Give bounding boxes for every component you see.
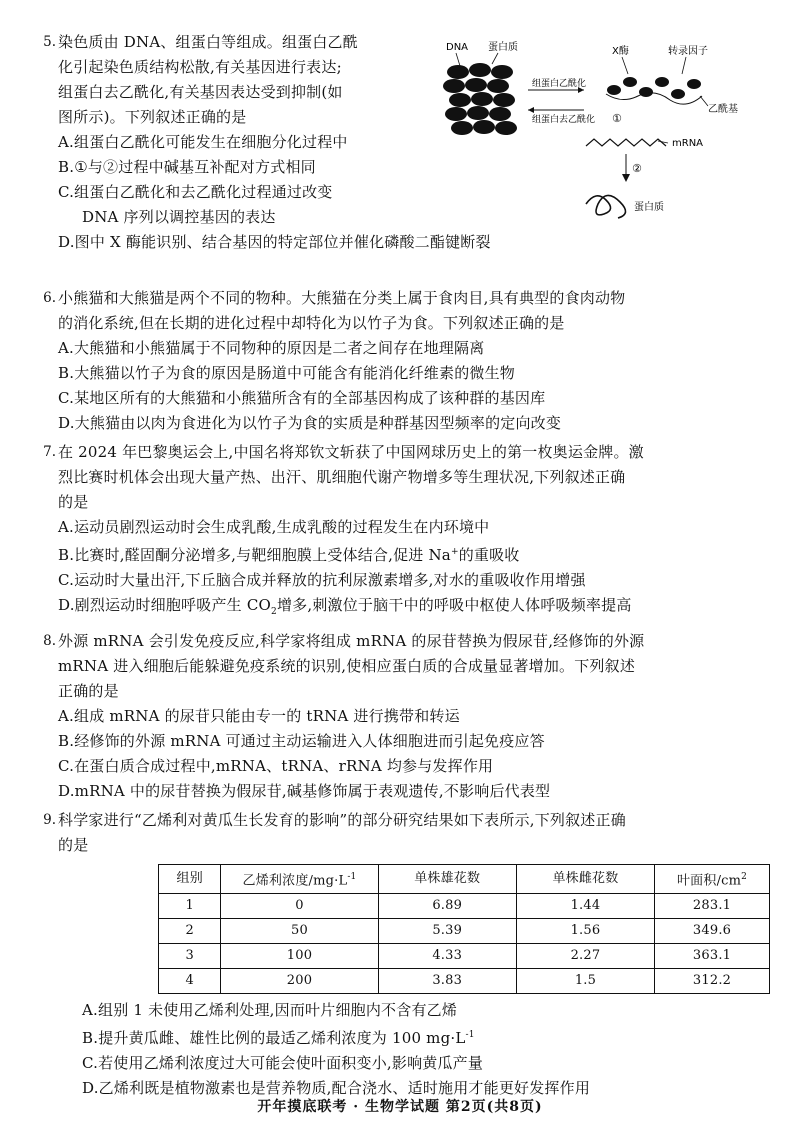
cell-leaf-area: 363.1: [655, 944, 770, 969]
question-9-number: 9.: [43, 812, 56, 828]
question-9-stem-line-2: 的是: [58, 836, 89, 854]
question-5-option-c-cont: DNA 序列以调控基因的表达: [82, 208, 276, 226]
label-protein: 蛋白质: [488, 42, 518, 53]
label-transcription-factor: 转录因子: [668, 46, 708, 57]
question-5-stem-line-2: 化引起染色质结构松散,有关基因进行表达;: [58, 58, 342, 76]
page-footer: 开年摸底联考 · 生物学试题 第2页(共8页): [257, 1099, 543, 1115]
cell-leaf-area: 349.6: [655, 919, 770, 944]
question-7-option-a: A.运动员剧烈运动时会生成乳酸,生成乳酸的过程发生在内环境中: [58, 518, 490, 536]
cell-concentration: 0: [221, 894, 378, 919]
question-5-option-c: C.组蛋白乙酰化和去乙酰化过程通过改变: [58, 183, 333, 201]
nucleosome-loose: [607, 77, 701, 99]
question-8-stem-line-1: 外源 mRNA 会引发免疫反应,科学家将组成 mRNA 的尿苷替换为假尿苷,经修饰的外源: [58, 632, 645, 650]
question-6-stem-line-2: 的消化系统,但在长期的进化过程中却特化为以竹子为食。下列叙述正确的是: [58, 314, 565, 332]
question-7: [34, 440, 770, 625]
cell-group: 3: [159, 944, 221, 969]
question-7-body: [58, 440, 770, 625]
nucleosome-cluster-condensed: [443, 63, 517, 135]
question-8: [34, 629, 770, 804]
question-5-option-a: A.组蛋白乙酰化可能发生在细胞分化过程中: [58, 133, 348, 151]
question-6: [34, 286, 770, 436]
cell-leaf-area: 312.2: [655, 969, 770, 994]
table-header-female-flowers: 单株雌花数: [516, 865, 654, 894]
question-5-option-b: B.①与②过程中碱基互补配对方式相同: [58, 158, 316, 176]
cell-concentration: 100: [221, 944, 378, 969]
label-acetyl: 乙酰基: [708, 104, 738, 115]
question-9-option-a: A.组别 1 未使用乙烯利处理,因而叶片细胞内不含有乙烯: [82, 1001, 458, 1020]
question-8-number: 8.: [43, 633, 56, 649]
label-deacetylation: 组蛋白去乙酰化: [532, 115, 596, 125]
cell-male-flowers: 4.33: [378, 944, 516, 969]
label-step-2: ②: [632, 162, 642, 175]
cell-male-flowers: 6.89: [378, 894, 516, 919]
question-6-body: [58, 286, 770, 436]
question-5-stem-line-3: 组蛋白去乙酰化,有关基因表达受到抑制(如: [58, 83, 343, 101]
question-6-option-a: A.大熊猫和小熊猫属于不同物种的原因是二者之间存在地理隔离: [58, 339, 485, 357]
question-5-option-d: D.图中 X 酶能识别、结合基因的特定部位并催化磷酸二酯键断裂: [58, 233, 491, 251]
question-7-stem-line-2: 烈比赛时机体会出现大量产热、出汗、肌细胞代谢产物增多等生理状况,下列叙述正确: [58, 468, 626, 486]
table-header-row: [159, 865, 770, 894]
question-6-number: 6.: [43, 290, 56, 306]
label-acetylation: 组蛋白乙酰化: [532, 79, 587, 89]
table-header-leaf-area: 叶面积$/cm^2$: [655, 865, 770, 894]
label-protein-product: 蛋白质: [634, 202, 664, 213]
question-8-body: [58, 629, 770, 804]
question-5-number: 5.: [43, 34, 56, 50]
cell-leaf-area: 283.1: [655, 894, 770, 919]
question-7-option-b: B.比赛时,醛固酮分泌增多,与靶细胞膜上受体结合,促进 Na+的重吸收: [58, 546, 520, 564]
cell-group: 2: [159, 919, 221, 944]
label-step-1: ①: [612, 112, 622, 125]
question-7-option-d: D.剧烈运动时细胞呼吸产生 $CO_2$增多,刺激位于脑干中的呼吸中枢使人体呼吸频率提高: [58, 596, 632, 617]
question-6-option-b: B.大熊猫以竹子为食的原因是肠道中可能含有能消化纤维素的微生物: [58, 364, 515, 382]
chromatin-acetylation-diagram: [436, 38, 776, 258]
question-6-option-d: D.大熊猫由以肉为食进化为以竹子为食的实质是种群基因型频率的定向改变: [58, 414, 562, 432]
label-mrna: mRNA: [672, 138, 704, 149]
question-9-stem-line-1: 科学家进行“乙烯利对黄瓜生长发育的影响”的部分研究结果如下表所示,下列叙述正确: [58, 811, 626, 829]
question-8-stem-line-2: mRNA 进入细胞后能躲避免疫系统的识别,使相应蛋白质的合成量显著增加。下列叙述: [58, 657, 636, 675]
table-row: [159, 969, 770, 994]
question-9-option-b: B.提升黄瓜雌、雄性比例的最适乙烯利浓度为 100 $mg\cdot L^{-1}$: [82, 1029, 475, 1048]
mrna-strand: [586, 139, 666, 146]
cell-female-flowers: 2.27: [516, 944, 654, 969]
ethephon-results-table: [158, 864, 770, 994]
cell-group: 4: [159, 969, 221, 994]
question-9-option-c: C.若使用乙烯利浓度过大可能会使叶面积变小,影响黄瓜产量: [82, 1054, 484, 1073]
question-8-option-d: D.mRNA 中的尿苷替换为假尿苷,碱基修饰属于表观遗传,不影响后代表型: [58, 782, 551, 800]
cell-female-flowers: 1.5: [516, 969, 654, 994]
question-5-stem-line-1: 染色质由 DNA、组蛋白等组成。组蛋白乙酰: [58, 33, 358, 51]
cell-female-flowers: 1.56: [516, 919, 654, 944]
question-8-option-c: C.在蛋白质合成过程中,mRNA、tRNA、rRNA 均参与发挥作用: [58, 757, 494, 775]
question-9-body: [58, 808, 770, 1101]
label-x-enzyme: X酶: [612, 46, 629, 57]
table-row: [159, 919, 770, 944]
cell-concentration: 50: [221, 919, 378, 944]
question-7-option-c: C.运动时大量出汗,下丘脑合成并释放的抗利尿激素增多,对水的重吸收作用增强: [58, 571, 586, 589]
question-9: [34, 808, 770, 1101]
cell-female-flowers: 1.44: [516, 894, 654, 919]
table-header-concentration: 乙烯利浓度$/mg\cdot L^{-1}$: [221, 865, 378, 894]
question-8-stem-line-3: 正确的是: [58, 682, 119, 700]
question-6-option-c: C.某地区所有的大熊猫和小熊猫所含有的全部基因构成了该种群的基因库: [58, 389, 546, 407]
question-8-option-a: A.组成 mRNA 的尿苷只能由专一的 tRNA 进行携带和转运: [58, 707, 460, 725]
page-content: [34, 30, 770, 1105]
question-5: [34, 30, 770, 282]
question-9-option-d: D.乙烯利既是植物激素也是营养物质,配合浇水、适时施用才能更好发挥作用: [82, 1079, 591, 1098]
question-7-stem-line-1: 在 2024 年巴黎奥运会上,中国名将郑钦文斩获了中国网球历史上的第一枚奥运金牌。激: [58, 443, 644, 461]
table-row: [159, 944, 770, 969]
table-row: [159, 894, 770, 919]
question-6-stem-line-1: 小熊猫和大熊猫是两个不同的物种。大熊猫在分类上属于食肉目,具有典型的食肉动物: [58, 289, 626, 307]
question-5-stem-line-4: 图所示)。下列叙述正确的是: [58, 108, 247, 126]
table-header-male-flowers: 单株雄花数: [378, 865, 516, 894]
cell-male-flowers: 5.39: [378, 919, 516, 944]
protein-coil: [586, 195, 626, 218]
cell-male-flowers: 3.83: [378, 969, 516, 994]
label-dna: DNA: [446, 42, 469, 53]
cell-group: 1: [159, 894, 221, 919]
question-7-number: 7.: [43, 444, 56, 460]
table-header-group: 组别: [159, 865, 221, 894]
question-8-option-b: B.经修饰的外源 mRNA 可通过主动运输进入人体细胞进而引起免疫应答: [58, 732, 545, 750]
question-7-stem-line-3: 的是: [58, 493, 89, 511]
cell-concentration: 200: [221, 969, 378, 994]
